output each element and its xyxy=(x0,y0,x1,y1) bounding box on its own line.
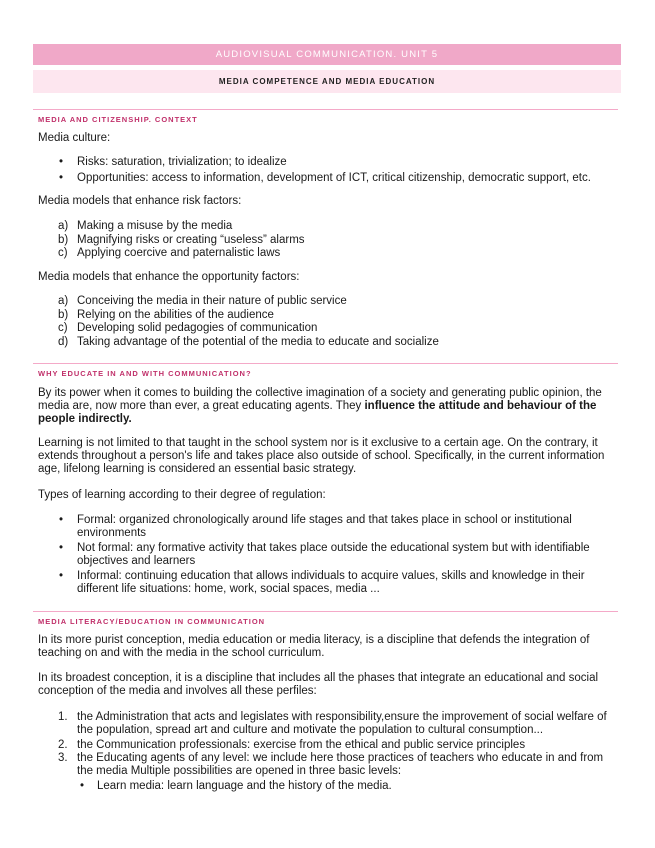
list-item: Relying on the abilities of the audience xyxy=(77,309,274,321)
list-marker: b) xyxy=(58,234,69,246)
section-divider xyxy=(33,611,618,612)
list-marker: 2. xyxy=(58,739,68,751)
list-item: Learn media: learn language and the history of the media. xyxy=(97,780,392,792)
list-item: Conceiving the media in their nature of public service xyxy=(77,295,347,307)
list-marker: c) xyxy=(58,247,68,259)
paragraph-bold-text: influence the attitude and behaviour of the people indirectly. xyxy=(38,400,597,425)
bullet-icon: • xyxy=(59,542,64,554)
unit-header: AUDIOVISUAL COMMUNICATION. UNIT 5 xyxy=(33,44,621,65)
list-item: Not formal: any formative activity that takes place outside the educational system but with identifiable objectives and learners xyxy=(77,542,590,567)
bullet-icon: • xyxy=(59,514,64,526)
list-item: Developing solid pedagogies of communication xyxy=(77,322,318,334)
list-item: Risks: saturation, trivialization; to idealize xyxy=(77,156,287,168)
learning-types-intro: Types of learning according to their degree of regulation: xyxy=(38,489,326,501)
list-marker: a) xyxy=(58,220,69,232)
list-item: Making a misuse by the media xyxy=(77,220,233,232)
list-marker: c) xyxy=(58,322,68,334)
bullet-icon: • xyxy=(59,156,64,168)
paragraph: Learning is not limited to that taught in the school system nor is it exclusive to a certain age. On the contrary, it extends throughout a person's life and takes place also outside of school. Specifically, in the current information age, lifelong learning is considered an essential basic strategy. xyxy=(38,437,605,475)
list-marker: a) xyxy=(58,295,69,307)
bullet-icon: • xyxy=(59,172,64,184)
paragraph xyxy=(38,387,620,426)
list-item: Applying coercive and paternalistic laws xyxy=(77,247,281,259)
list-marker: b) xyxy=(58,309,69,321)
list-item: Formal: organized chronologically around life stages and that takes place in school or institutional environments xyxy=(77,514,572,539)
risk-factors-intro: Media models that enhance risk factors: xyxy=(38,195,242,207)
media-culture-intro: Media culture: xyxy=(38,132,111,144)
list-item: Opportunities: access to information, development of ICT, critical citizenship, democratic support, etc. xyxy=(77,172,591,184)
list-item: Taking advantage of the potential of the media to educate and socialize xyxy=(77,336,439,348)
opportunity-factors-intro: Media models that enhance the opportunity factors: xyxy=(38,271,300,283)
bullet-icon: • xyxy=(80,780,85,792)
list-item: the Educating agents of any level: we include here those practices of teachers who educate in and from the media Multiple possibilities are opened in three basic levels: xyxy=(77,752,604,777)
bullet-icon: • xyxy=(59,570,64,582)
paragraph: In its more purist conception, media education or media literacy, is a discipline that defends the integration of teaching on and with the media in the school curriculum. xyxy=(38,634,590,659)
section-title-why-educate: WHY EDUCATE IN AND WITH COMMUNICATION? xyxy=(38,369,252,378)
paragraph-text: By its power when it comes to building the collective imagination of a society and generating public opinion, the media are, now more than ever, a great educating agents. They xyxy=(38,387,602,412)
list-item: Magnifying risks or creating “useless” alarms xyxy=(77,234,305,246)
list-marker: 3. xyxy=(58,752,68,764)
list-item: the Administration that acts and legislates with responsibility,ensure the improvement of social welfare of the population, spread art and culture and motivate the population to cultural consumption... xyxy=(77,711,607,736)
section-title-media-citizenship: MEDIA AND CITIZENSHIP. CONTEXT xyxy=(38,115,198,124)
section-divider xyxy=(33,363,618,364)
list-marker: d) xyxy=(58,336,69,348)
paragraph: In its broadest conception, it is a discipline that includes all the phases that integrate an educational and social conception of the media and involves all these perfiles: xyxy=(38,672,599,697)
list-item: Informal: continuing education that allows individuals to acquire values, skills and knowledge in their different life situations: home, work, social spaces, media ... xyxy=(77,570,585,595)
list-marker: 1. xyxy=(58,711,68,723)
list-item: the Communication professionals: exercise from the ethical and public service principles xyxy=(77,739,526,751)
topic-header: MEDIA COMPETENCE AND MEDIA EDUCATION xyxy=(33,70,621,93)
section-title-media-literacy: MEDIA LITERACY/EDUCATION IN COMMUNICATION xyxy=(38,617,266,626)
section-divider xyxy=(33,109,618,110)
